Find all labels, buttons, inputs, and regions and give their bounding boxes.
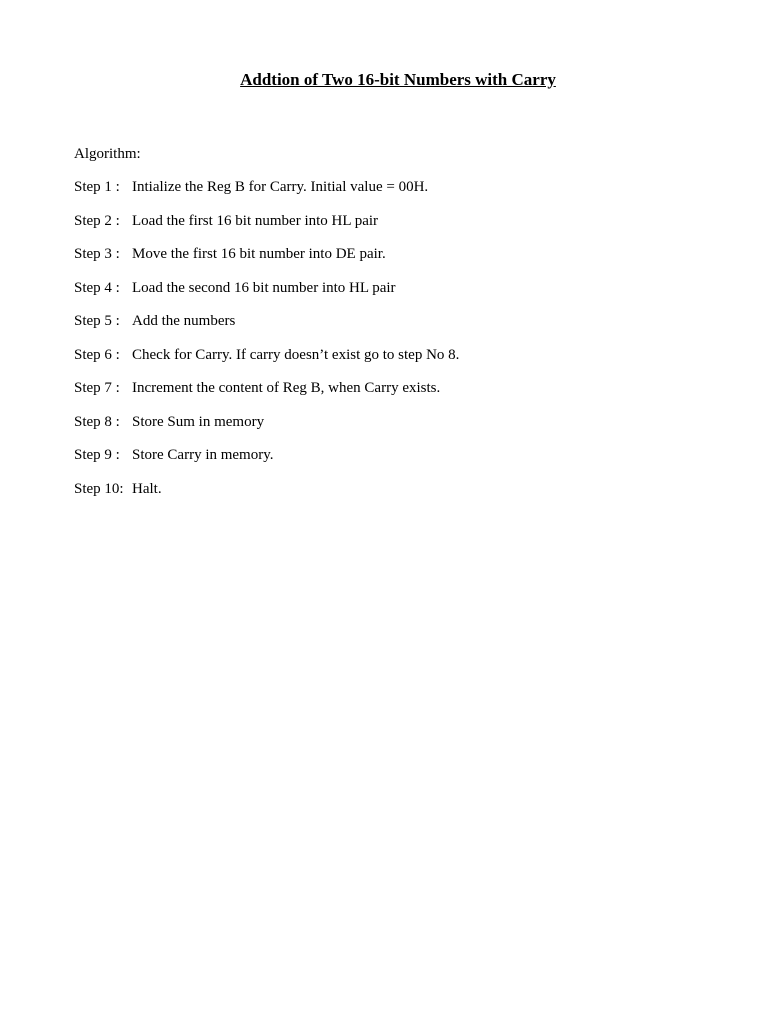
step-item — [74, 412, 459, 446]
step-text: Increment the content of Reg B, when Carry exists. — [132, 380, 441, 396]
step-label: Step 9 : — [74, 447, 120, 463]
step-item — [74, 211, 459, 245]
step-label: Step 8 : — [74, 413, 120, 430]
step-label: Step 3 : — [74, 246, 120, 262]
step-item — [74, 311, 459, 345]
step-label: Step 6 : — [74, 346, 120, 363]
step-text: Add the numbers — [132, 313, 236, 329]
document-title: Addtion of Two 16-bit Numbers with Carry — [240, 70, 556, 89]
step-item — [74, 244, 459, 278]
step-label: Step 7 : — [74, 380, 120, 396]
algorithm-heading: Algorithm: — [74, 146, 141, 162]
step-text: Load the second 16 bit number into HL pair — [132, 279, 396, 296]
step-item — [74, 378, 459, 412]
step-label: Step 4 : — [74, 279, 120, 296]
step-label: Step 2 : — [74, 212, 120, 229]
step-label: Step 5 : — [74, 313, 120, 329]
step-label: Step 1 : — [74, 179, 120, 195]
step-text: Store Carry in memory. — [132, 447, 274, 463]
step-text: Load the first 16 bit number into HL pair — [132, 212, 379, 229]
steps-list — [74, 177, 459, 512]
step-text: Check for Carry. If carry doesn’t exist go to step No 8. — [132, 346, 460, 363]
step-text: Intialize the Reg B for Carry. Initial value = 00H. — [132, 179, 429, 195]
step-item — [74, 445, 459, 479]
step-item — [74, 278, 459, 312]
step-item — [74, 479, 459, 513]
step-item — [74, 177, 459, 211]
step-item — [74, 345, 459, 379]
step-label: Step 10: — [74, 480, 124, 497]
step-text: Halt. — [132, 480, 162, 497]
step-text: Store Sum in memory — [132, 413, 265, 430]
step-text: Move the first 16 bit number into DE pair. — [132, 246, 386, 262]
